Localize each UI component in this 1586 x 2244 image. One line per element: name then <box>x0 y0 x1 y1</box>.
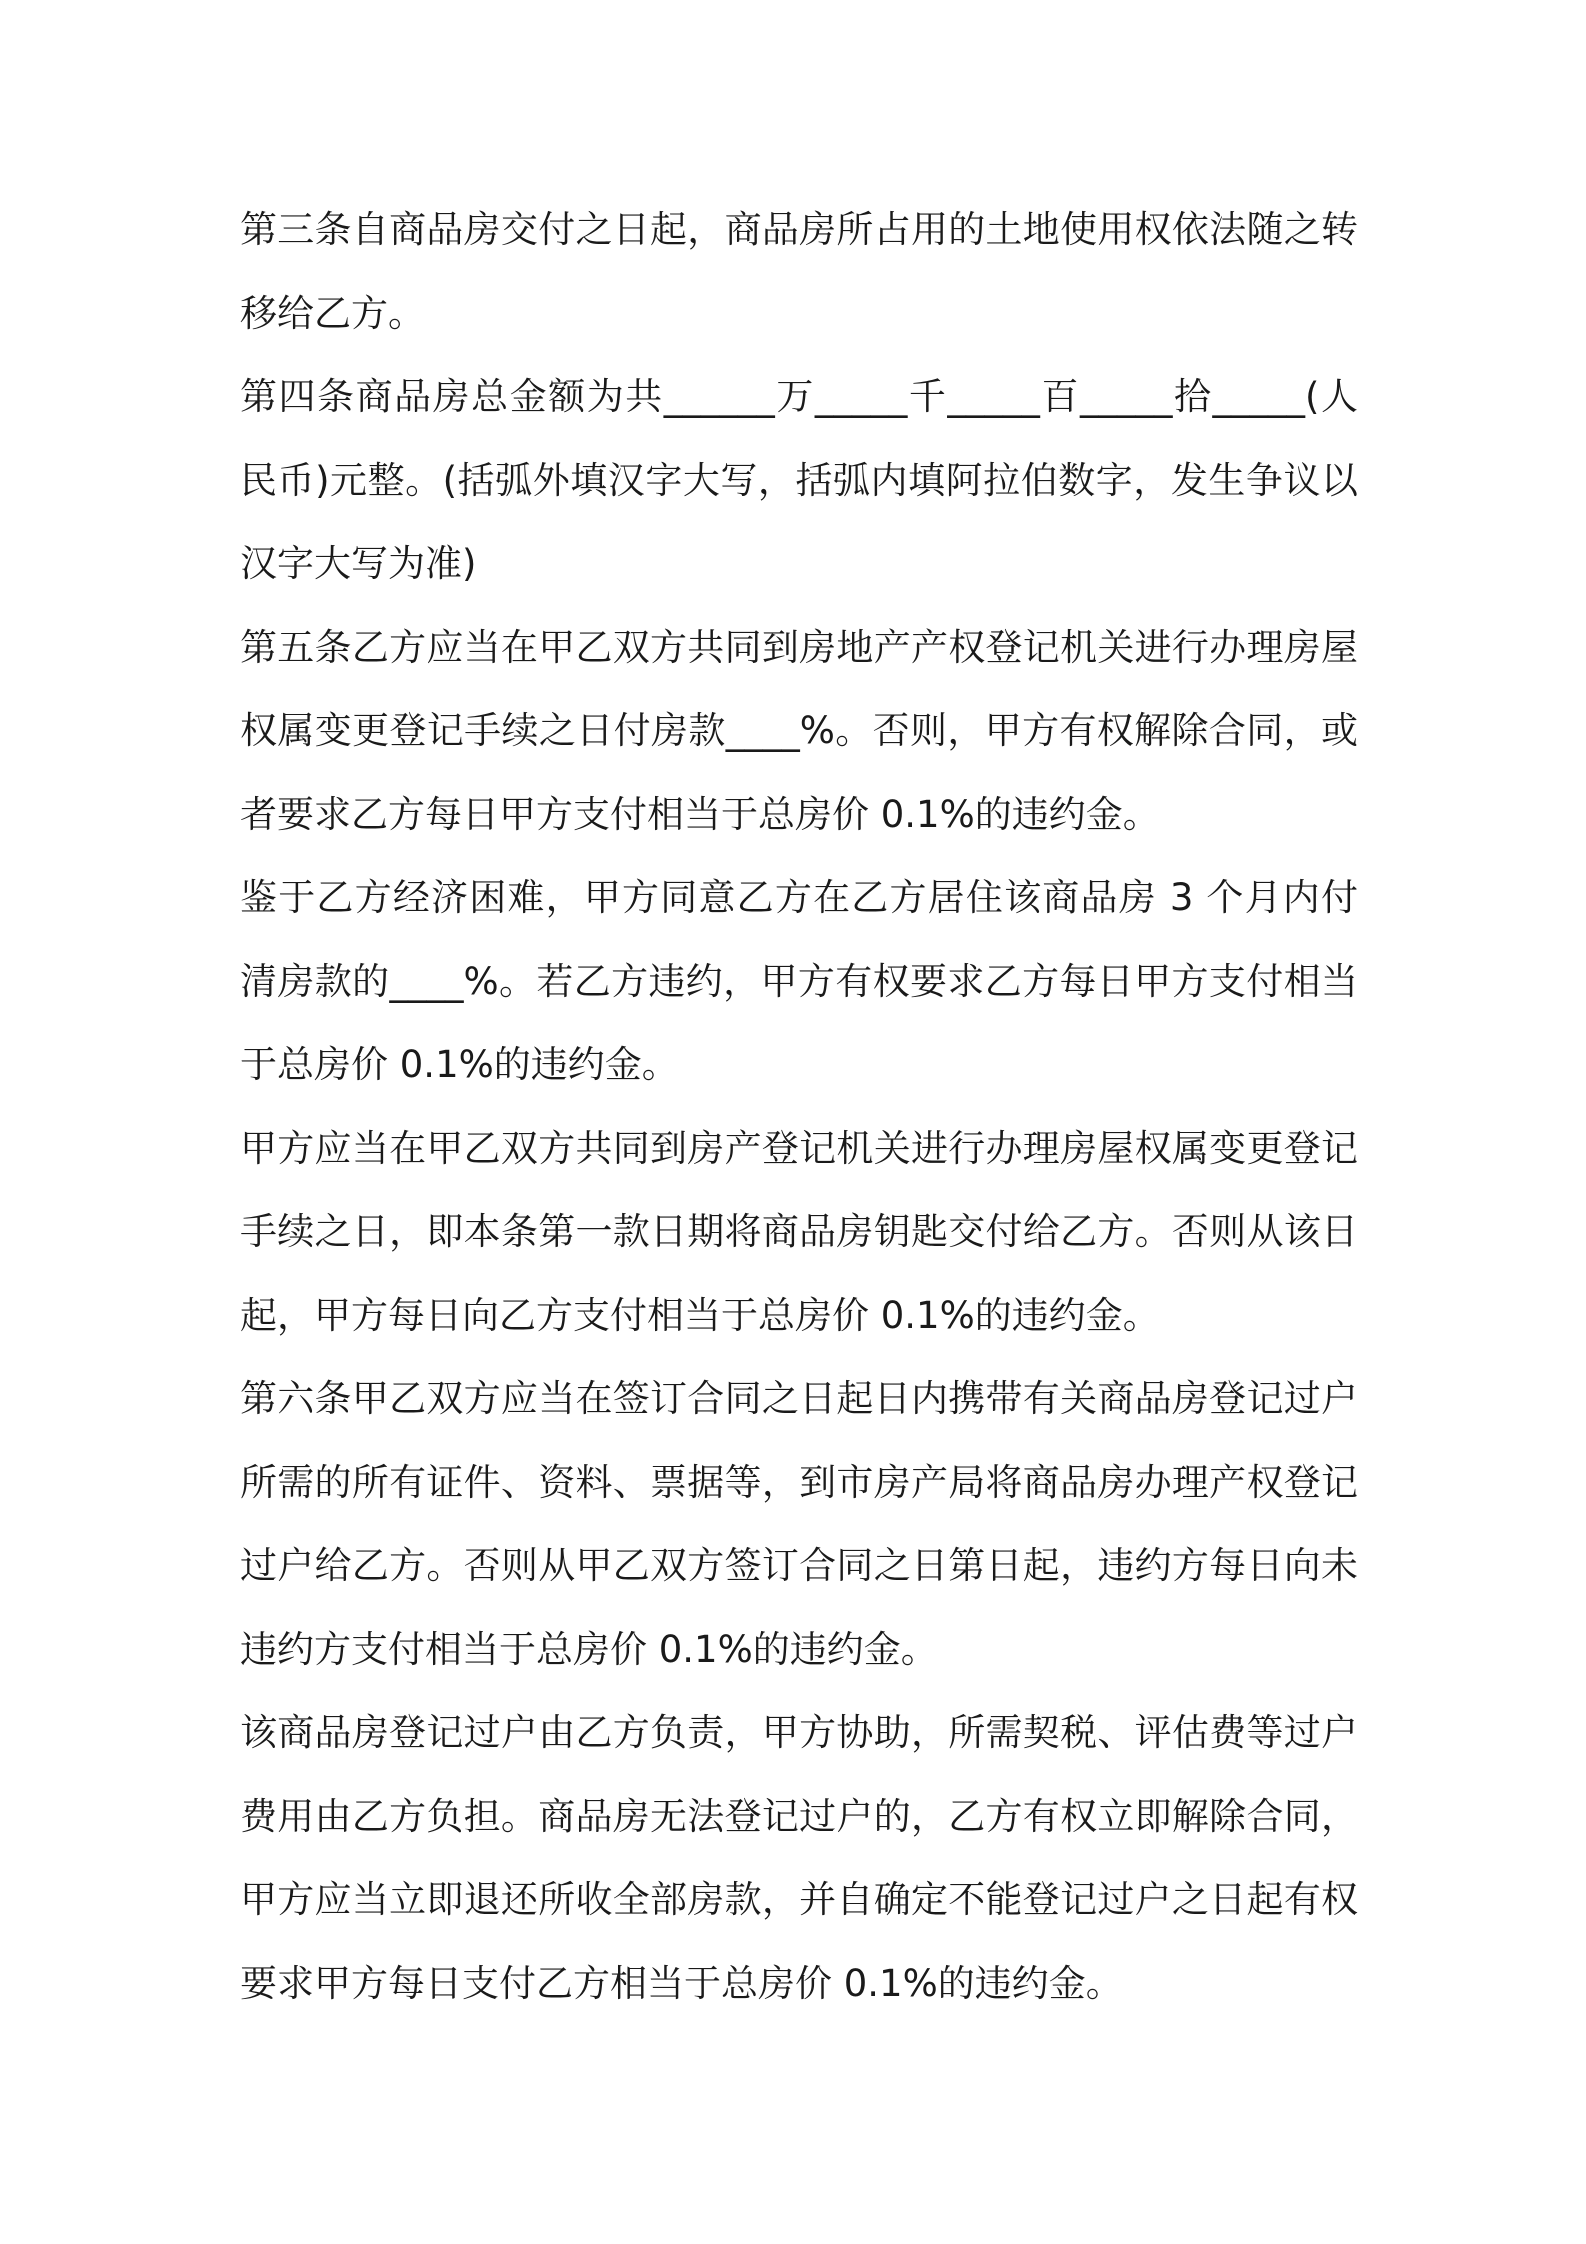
paragraph-registration-fees: 该商品房登记过户由乙方负责，甲方协助，所需契税、评估费等过户费用由乙方负担。商品房无法登记过户的，乙方有权立即解除合同，甲方应当立即退还所收全部房款，并自确定不能登记过户之日起有权要求甲方每日支付乙方相当于总房价 0.1%的违约金。 <box>240 1711 1358 2005</box>
paragraph-article-6: 第六条甲乙双方应当在签订合同之日起日内携带有关商品房登记过户所需的所有证件、资料、票据等，到市房产局将商品房办理产权登记过户给乙方。否则从甲乙双方签订合同之日第日起，违约方每日向未违约方支付相当于总房价 0.1%的违约金。 <box>240 1377 1358 1671</box>
paragraph-payment-hardship: 鉴于乙方经济困难，甲方同意乙方在乙方居住该商品房 3 个月内付清房款的____%。若乙方违约，甲方有权要求乙方每日甲方支付相当于总房价 0.1%的违约金。 <box>240 876 1358 1086</box>
paragraph-article-3: 第三条自商品房交付之日起，商品房所占用的土地使用权依法随之转移给乙方。 <box>240 208 1358 335</box>
document-body <box>240 188 1358 2025</box>
paragraph-article-4: 第四条商品房总金额为共______万_____千_____百_____拾_____(人民币)元整。(括弧外填汉字大写，括弧内填阿拉伯数字，发生争议以汉字大写为准) <box>240 375 1358 585</box>
paragraph-key-delivery: 甲方应当在甲乙双方共同到房产登记机关进行办理房屋权属变更登记手续之日，即本条第一款日期将商品房钥匙交付给乙方。否则从该日起，甲方每日向乙方支付相当于总房价 0.1%的违约金。 <box>240 1126 1358 1337</box>
paragraph-article-5: 第五条乙方应当在甲乙双方共同到房地产产权登记机关进行办理房屋权属变更登记手续之日付房款____%。否则，甲方有权解除合同，或者要求乙方每日甲方支付相当于总房价 0.1%的违约金。 <box>240 625 1358 836</box>
